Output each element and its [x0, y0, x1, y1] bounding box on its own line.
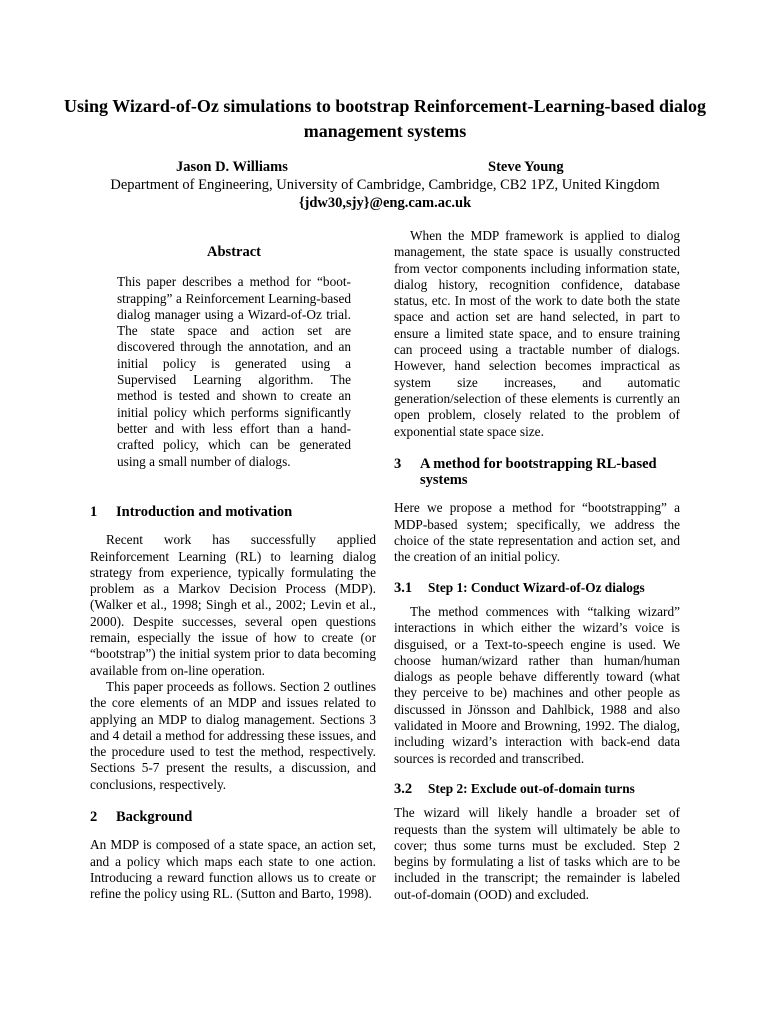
section-number: 1	[90, 504, 98, 520]
section-heading-intro	[90, 504, 376, 520]
author-email: {jdw30,sjy}@eng.cam.ac.uk	[298, 195, 472, 211]
author-1: Jason D. Williams	[176, 159, 288, 175]
step2-paragraph: The wizard will likely handle a broader set of requests than the system will ultimately be able to cover; thus some turns must be excluded. Step 2 begins by formulating a list of tasks which are to be included in the transcript; the remainder is labeled out-of-domain (OOD) and excluded.	[394, 805, 680, 902]
section-title: Introduction and motivation	[116, 504, 293, 520]
section-heading-method	[394, 456, 680, 489]
abstract-heading: Abstract	[207, 244, 261, 260]
background-paragraph-1: An MDP is composed of a state space, an action set, and a policy which maps each state to one action. Introducing a reward function allows us to create or refine the policy using RL. (Sutton and Barto, 1998).	[90, 837, 376, 902]
section-number: 3	[394, 455, 402, 472]
subsection-heading-step1	[394, 580, 680, 596]
right-column	[394, 228, 680, 903]
author-2: Steve Young	[488, 159, 564, 175]
intro-paragraph-2: This paper proceeds as follows. Section 2 outlines the core elements of an MDP and issues related to applying an MDP to dialog management. Sections 3 and 4 detail a method for addressing these issues, and the procedure used to test the method, respectively. Sections 5-7 present the results, a discussion, and conclusions, respectively.	[90, 678, 376, 792]
subsection-number: 3.2	[394, 780, 413, 797]
left-column	[90, 504, 376, 903]
abstract-text: This paper describes a method for “boot-strapping” a Reinforcement Learning-based dialog manager using a Wizard-of-Oz trial. The state space and action set are discovered through the annotation, and an initial policy is generated using a Supervised Learning algorithm. The method is tested and shown to create an initial policy which performs significantly better and with less effort than a hand-crafted policy, which can be generated using a small number of dialogs.	[117, 274, 351, 469]
paper-title: Using Wizard-of-Oz simulations to bootstrap Reinforcement-Learning-based dialog management systems	[64, 96, 706, 141]
background-paragraph-2: When the MDP framework is applied to dialog management, the state space is usually constructed from vector components including information state, dialog history, recognition confidence, database status, etc. In most of the work to date both the state space and action set are hand selected, in part to ensure a limited state space, and to ensure training can proceed using a tractable number of dialogs. However, hand selection becomes impractical as system size increases, and automatic generation/selection of these elements is currently an open problem, closely related to the problem of exponential state space size.	[394, 228, 680, 439]
subsection-heading-step2	[394, 781, 680, 797]
section-number: 2	[90, 809, 98, 826]
affiliation: Department of Engineering, University of Cambridge, Cambridge, CB2 1PZ, United Kingdom	[110, 177, 660, 193]
method-paragraph-1: Here we propose a method for “bootstrapping” a MDP-based system; specifically, we address the choice of the state representation and action set, and the creation of an initial policy.	[394, 500, 680, 565]
subsection-number: 3.1	[394, 579, 413, 596]
section-title: A method for bootstrapping RL-based systems	[420, 455, 657, 489]
section-title: Background	[116, 809, 193, 826]
subsection-title: Step 1: Conduct Wizard-of-Oz dialogs	[428, 579, 645, 595]
subsection-title: Step 2: Exclude out-of-domain turns	[428, 780, 635, 796]
step1-paragraph: The method commences with “talking wizard” interactions in which either the wizard’s voice is disguised, or a Text-to-speech engine is used. We choose human/wizard rather than human/human dialogs as people behave differently toward (what they perceive to be) machines and other people as discussed in Jönsson and Dahlbick, 1988 and also validated in Moore and Browning, 1992. The dialog, including wizard’s interaction with back-end data sources is recorded and transcribed.	[394, 603, 680, 766]
section-heading-background	[90, 809, 376, 825]
intro-paragraph-1: Recent work has successfully applied Reinforcement Learning (RL) to learning dialog strategy from experience, typically formulating the problem as a Markov Decision Process (MDP). (Walker et al., 1998; Singh et al., 2002; Levin et al., 2000). Despite successes, several open questions remain, especially the issue of how to create (or “bootstrap”) the initial system prior to data becoming available from on-line operation.	[90, 532, 376, 678]
abstract-block	[117, 244, 351, 470]
